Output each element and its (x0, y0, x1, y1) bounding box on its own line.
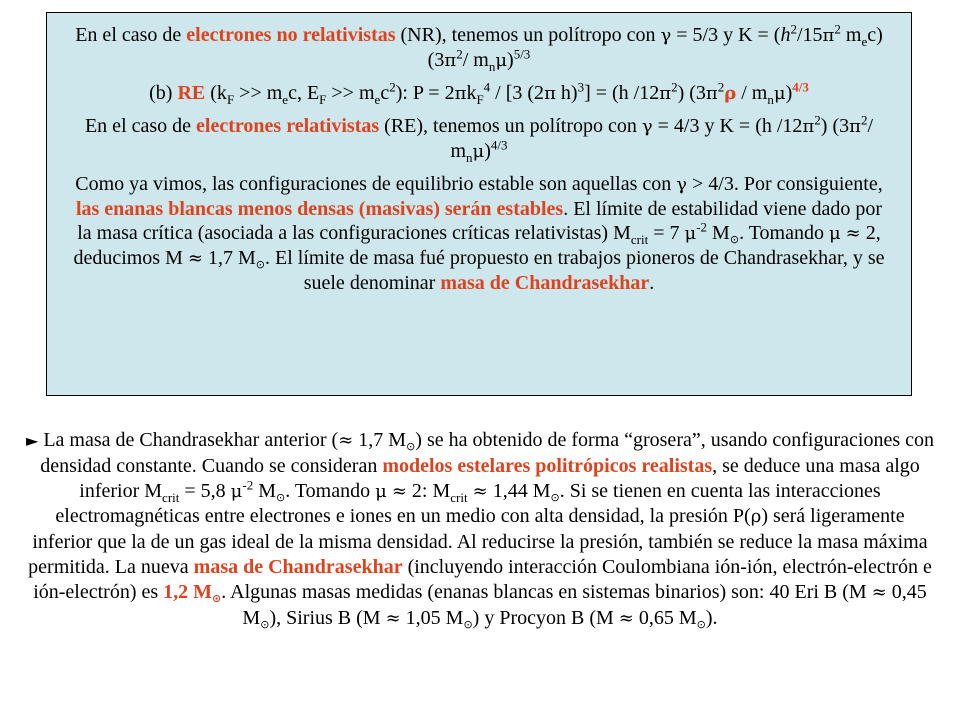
superscript: 4/3 (490, 137, 508, 153)
highlight-new-mass-value: 1,2 M (163, 580, 213, 603)
text: . Si se tienen en cuenta las interacciones electromagnéticas entre electrones e iones en un medio con alta densidad, la presión P( (55, 479, 881, 528)
approx-symbol: ≈ (391, 480, 407, 502)
text: ) (3 (820, 115, 850, 137)
paragraph-stability (69, 172, 889, 295)
superscript: -2 (696, 219, 708, 235)
text: = 5,8 (179, 479, 231, 502)
mu-symbol: μ (684, 223, 697, 244)
paragraph-re (69, 114, 889, 164)
text: ). (705, 606, 718, 629)
sun-symbol: ⊙ (212, 591, 222, 605)
text: 0,65 M (633, 606, 697, 629)
pi-symbol: π (705, 83, 718, 104)
text: 0,45 M (242, 580, 927, 629)
text: >> m (326, 82, 375, 104)
sun-symbol: ⊙ (255, 258, 265, 271)
text: 2, deducimos M (73, 222, 881, 269)
text: (k (205, 82, 227, 104)
text: Como ya vimos, las configuraciones de equilibrio estable son aquellas con (75, 173, 677, 195)
superscript: 4 (483, 79, 491, 95)
highlight-chandrasekhar-mass: masa de Chandrasekhar (440, 272, 650, 294)
subscript: crit (162, 489, 180, 505)
text: = 4/3 y K = (h /12 (652, 115, 803, 137)
superscript: 2 (671, 79, 678, 95)
text: ), Sirius B (M (269, 606, 386, 629)
text: / m (736, 82, 768, 104)
highlight-re-electrons: electrones relativistas (196, 115, 380, 137)
subscript: e (282, 92, 289, 107)
superscript: 2 (814, 112, 821, 128)
subscript: F (476, 92, 484, 107)
approx-symbol: ≈ (871, 581, 887, 603)
text: m (840, 24, 862, 46)
text: . Tomando (739, 222, 829, 244)
sun-symbol: ⊙ (729, 233, 740, 246)
pi-symbol: π (822, 25, 835, 46)
text: M (707, 222, 730, 244)
text: M (253, 479, 276, 502)
text: (b) (149, 82, 178, 104)
text: (NR), tenemos un polítropo con (395, 24, 661, 46)
text: c, E (288, 82, 320, 104)
mu-symbol: μ (773, 83, 786, 104)
approx-symbol: ≈ (618, 607, 634, 629)
approx-symbol: ≈ (385, 607, 401, 629)
highlight-nr: electrones no relativistas (186, 24, 396, 46)
superscript: 3 (577, 79, 585, 95)
mu-symbol: μ (375, 480, 387, 502)
text: , se deduce una masa algo inferior M (79, 454, 920, 502)
text: 1,05 M (400, 606, 464, 629)
sun-symbol: ⊙ (276, 490, 286, 504)
text: En el caso de (75, 24, 187, 46)
text: 1,44 M (487, 479, 551, 502)
pi-symbol: π (849, 116, 861, 137)
superscript: 2 (834, 21, 841, 37)
approx-symbol: ≈ (472, 480, 488, 502)
text: ) y Procyon B (M (472, 606, 619, 629)
text: / [3 (2 (490, 82, 545, 104)
pi-symbol: π (444, 50, 457, 71)
subscript: F (226, 92, 235, 107)
superscript: 4/3 (792, 79, 809, 95)
mu-symbol: μ (472, 141, 485, 162)
approx-symbol: ≈ (845, 223, 861, 244)
text: / m (462, 49, 489, 71)
text: ) (785, 82, 793, 104)
subscript: F (319, 92, 327, 107)
superscript: 2 (790, 21, 797, 37)
text: 1,7 M (202, 247, 256, 269)
subscript: e (861, 34, 868, 49)
text: . (649, 272, 655, 294)
subscript: n (767, 92, 774, 107)
text: h) (555, 82, 578, 104)
text: ) (507, 49, 514, 71)
sun-symbol: ⊙ (463, 617, 473, 631)
approx-symbol: ≈ (338, 430, 354, 451)
sun-symbol: ⊙ (696, 617, 706, 631)
summary-box (46, 12, 912, 396)
text: (RE), tenemos un polítropo con (379, 115, 642, 137)
text: . El límite de masa fué propuesto en trabajos pioneros de Chandrasekhar, y se suele denominar (264, 247, 885, 294)
rho-symbol: ρ (750, 506, 762, 528)
highlight-polytropic-models: modelos estelares politrópicos realistas (382, 454, 713, 477)
superscript: 2 (717, 79, 725, 95)
highlight-chandrasekhar-mass: masa de Chandrasekhar (193, 555, 403, 578)
superscript: 2 (860, 112, 868, 128)
text: ) será ligeramente inferior que la de un gas ideal de la misma densidad. Al reducirse la presión, también se reduce la masa máxima permitida. La nueva (28, 505, 928, 578)
text: ) (484, 140, 491, 162)
approx-symbol: ≈ (187, 248, 203, 269)
text: /15 (796, 24, 823, 46)
text: k (466, 82, 477, 104)
text: 2: M (406, 479, 451, 502)
rho-symbol: ρ (724, 83, 737, 104)
text: / m (450, 115, 874, 162)
text: En el caso de (84, 115, 197, 137)
text: > 4/3. Por consiguiente, (687, 173, 883, 195)
text: = 5/3 y K = ( (671, 24, 781, 46)
text: 1,7 M (353, 429, 407, 451)
superscript: 2 (456, 46, 463, 62)
mu-symbol: μ (230, 480, 243, 502)
highlight-stable: las enanas blancas menos densas (masivas) serán estables (75, 198, 564, 220)
mu-symbol: μ (495, 50, 508, 71)
text: . Tomando (285, 479, 376, 502)
mu-symbol: μ (828, 223, 841, 244)
text: ) (3 (677, 82, 706, 104)
highlight-re: RE (177, 82, 206, 104)
gamma-symbol: γ (660, 25, 672, 46)
paragraph-realistic-models (26, 428, 934, 631)
sun-symbol: ⊙ (550, 490, 560, 504)
pi-symbol: π (544, 83, 556, 104)
subscript: crit (630, 232, 649, 247)
planck-h: h (780, 24, 791, 46)
subscript: crit (450, 489, 468, 505)
text: >> m (234, 82, 283, 104)
text: = 7 (648, 222, 685, 244)
paragraph-re-pressure (69, 81, 889, 106)
pi-symbol: π (802, 116, 815, 137)
bullet-arrow-icon: ► (26, 431, 39, 450)
paragraph-nr (69, 23, 889, 73)
gamma-symbol: γ (676, 174, 688, 195)
main-text (26, 428, 934, 631)
subscript: n (488, 59, 496, 74)
subscript: n (466, 150, 473, 165)
subscript: e (374, 92, 381, 107)
pi-symbol: π (454, 83, 467, 104)
text: ) se ha obtenido de forma “grosera”, usando configuraciones con densidad constante. Cuando se consideran (40, 429, 934, 477)
superscript: -2 (242, 476, 254, 492)
gamma-symbol: γ (641, 116, 653, 137)
text: La masa de Chandrasekhar anterior ( (38, 429, 339, 451)
superscript: 2 (389, 79, 396, 95)
text: c) (3 (427, 24, 883, 71)
text: ] = (h /12 (584, 82, 660, 104)
text: (incluyendo interacción Coulombiana ión-ión, electrón-electrón e ión-electrón) es (33, 555, 932, 603)
superscript: 5/3 (513, 46, 531, 62)
text: ): P = 2 (395, 82, 455, 104)
sun-symbol: ⊙ (406, 440, 416, 453)
text: . El límite de estabilidad viene dado por la masa crítica (asociada a las configuraciones críticas relativistas) M (77, 198, 883, 244)
text: . Algunas masas medidas (enanas blancas en sistemas binarios) son: 40 Eri B (M (221, 580, 872, 603)
sun-symbol: ⊙ (260, 617, 270, 631)
text: c (380, 82, 390, 104)
pi-symbol: π (659, 83, 672, 104)
